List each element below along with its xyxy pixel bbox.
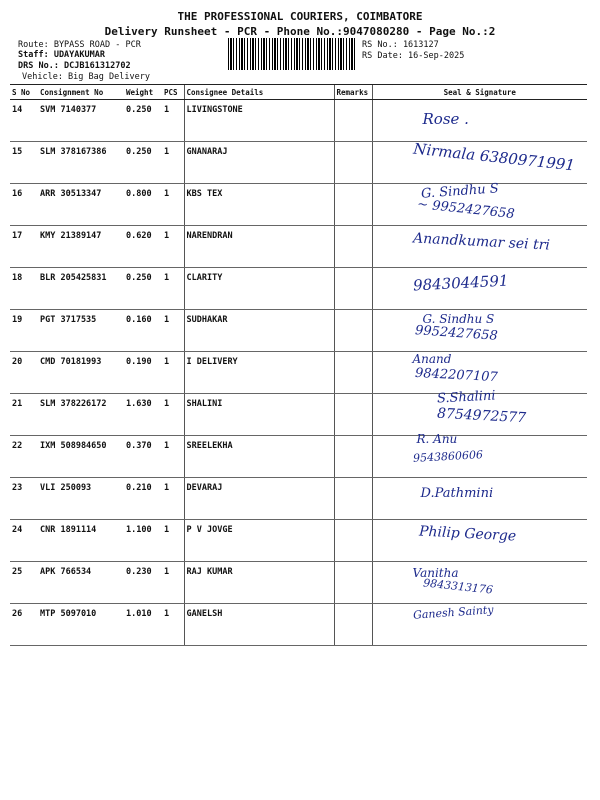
- handwritten-signature: 9843044591: [412, 271, 509, 295]
- table-row: [10, 604, 587, 646]
- handwritten-signature: 9843313176: [422, 576, 493, 597]
- cell-signature: [372, 100, 587, 142]
- cell-weight: 0.210: [124, 478, 162, 520]
- vehicle-label: Vehicle: Big Bag Delivery: [22, 72, 150, 82]
- handwritten-signature: G. Sindhu S: [422, 312, 495, 326]
- cell-remarks: [334, 394, 372, 436]
- handwritten-signature: S.Shalini: [436, 388, 496, 407]
- table-row: [10, 142, 587, 184]
- cell-pcs: 1: [162, 100, 184, 142]
- cell-pcs: 1: [162, 436, 184, 478]
- col-header-signature: Seal & Signature: [372, 85, 587, 100]
- cell-sno: 19: [10, 310, 38, 352]
- table-row: [10, 394, 587, 436]
- cell-consignee: GNANARAJ: [184, 142, 334, 184]
- drs-number: DRS No.: DCJB161312702: [18, 61, 131, 71]
- cell-consignee: CLARITY: [184, 268, 334, 310]
- cell-sno: 18: [10, 268, 38, 310]
- handwritten-signature: D.Pathmini: [420, 486, 494, 501]
- cell-consignment-no: SLM 378226172: [38, 394, 124, 436]
- cell-consignment-no: APK 766534: [38, 562, 124, 604]
- cell-sno: 20: [10, 352, 38, 394]
- cell-signature: [372, 604, 587, 646]
- table-header-row: [10, 85, 587, 100]
- cell-weight: 0.250: [124, 100, 162, 142]
- table-row: [10, 478, 587, 520]
- barcode-image: [228, 38, 356, 70]
- cell-consignee: GANELSH: [184, 604, 334, 646]
- cell-pcs: 1: [162, 310, 184, 352]
- cell-weight: 0.190: [124, 352, 162, 394]
- cell-consignee: P V JOVGE: [184, 520, 334, 562]
- cell-consignee: LIVINGSTONE: [184, 100, 334, 142]
- cell-signature: [372, 520, 587, 562]
- cell-consignment-no: PGT 3717535: [38, 310, 124, 352]
- handwritten-signature: ~ 9952427658: [415, 196, 515, 223]
- table-row: [10, 562, 587, 604]
- cell-remarks: [334, 604, 372, 646]
- cell-pcs: 1: [162, 478, 184, 520]
- cell-sno: 21: [10, 394, 38, 436]
- table-row: [10, 226, 587, 268]
- handwritten-signature: 8754972577: [436, 405, 526, 427]
- cell-weight: 0.250: [124, 142, 162, 184]
- cell-weight: 0.620: [124, 226, 162, 268]
- cell-consignment-no: CNR 1891114: [38, 520, 124, 562]
- cell-consignment-no: SLM 378167386: [38, 142, 124, 184]
- cell-signature: [372, 478, 587, 520]
- col-header-sno: S No: [10, 85, 38, 100]
- cell-pcs: 1: [162, 142, 184, 184]
- cell-consignment-no: ARR 30513347: [38, 184, 124, 226]
- cell-consignee: NARENDRAN: [184, 226, 334, 268]
- cell-remarks: [334, 100, 372, 142]
- cell-remarks: [334, 310, 372, 352]
- cell-consignee: KBS TEX: [184, 184, 334, 226]
- cell-consignee: SHALINI: [184, 394, 334, 436]
- cell-remarks: [334, 226, 372, 268]
- cell-consignment-no: KMY 21389147: [38, 226, 124, 268]
- rs-date: RS Date: 16-Sep-2025: [362, 51, 465, 61]
- staff-label: Staff: UDAYAKUMAR: [18, 50, 105, 60]
- cell-remarks: [334, 268, 372, 310]
- col-header-consignment: Consignment No: [38, 85, 124, 100]
- cell-pcs: 1: [162, 562, 184, 604]
- table-row: [10, 310, 587, 352]
- cell-remarks: [334, 436, 372, 478]
- col-header-weight: Weight: [124, 85, 162, 100]
- table-row: [10, 268, 587, 310]
- cell-signature: [372, 562, 587, 604]
- table-row: [10, 352, 587, 394]
- handwritten-signature: Anand: [412, 352, 452, 366]
- cell-pcs: 1: [162, 352, 184, 394]
- handwritten-signature: Nirmala 6380971991: [412, 139, 576, 175]
- cell-pcs: 1: [162, 226, 184, 268]
- cell-weight: 0.230: [124, 562, 162, 604]
- cell-consignee: RAJ KUMAR: [184, 562, 334, 604]
- cell-remarks: [334, 520, 372, 562]
- cell-sno: 15: [10, 142, 38, 184]
- cell-sno: 14: [10, 100, 38, 142]
- route-label: Route: BYPASS ROAD - PCR: [18, 40, 141, 50]
- cell-sno: 25: [10, 562, 38, 604]
- cell-weight: 0.160: [124, 310, 162, 352]
- handwritten-signature: Philip George: [418, 523, 516, 545]
- cell-consignment-no: BLR 205425831: [38, 268, 124, 310]
- table-row: [10, 100, 587, 142]
- company-title: THE PROFESSIONAL COURIERS, COIMBATORE: [177, 10, 423, 23]
- cell-signature: [372, 432, 587, 478]
- cell-sno: 17: [10, 226, 38, 268]
- cell-remarks: [334, 562, 372, 604]
- cell-pcs: 1: [162, 394, 184, 436]
- cell-consignee: I DELIVERY: [184, 352, 334, 394]
- cell-signature: [372, 268, 587, 310]
- handwritten-signature: R. Anu: [416, 432, 458, 446]
- col-header-consignee: Consignee Details: [184, 85, 334, 100]
- cell-signature: [372, 181, 587, 226]
- cell-pcs: 1: [162, 520, 184, 562]
- cell-consignee: SUDHAKAR: [184, 310, 334, 352]
- runsheet-subtitle: Delivery Runsheet - PCR - Phone No.:9047080280 - Page No.:2: [104, 25, 496, 38]
- handwritten-signature: 9543860606: [412, 448, 483, 465]
- cell-sno: 16: [10, 184, 38, 226]
- cell-weight: 1.010: [124, 604, 162, 646]
- table-row: [10, 520, 587, 562]
- rs-number: RS No.: 1613127: [362, 40, 439, 50]
- cell-sno: 24: [10, 520, 38, 562]
- cell-weight: 0.370: [124, 436, 162, 478]
- cell-signature: [372, 310, 587, 352]
- cell-signature: [372, 352, 587, 394]
- handwritten-signature: Vanitha: [412, 566, 459, 580]
- handwritten-signature: G. Sindhu S: [420, 181, 499, 202]
- cell-pcs: 1: [162, 268, 184, 310]
- table-row: [10, 436, 587, 478]
- cell-weight: 0.250: [124, 268, 162, 310]
- cell-consignment-no: MTP 5097010: [38, 604, 124, 646]
- runsheet-table: [10, 84, 587, 646]
- cell-sno: 22: [10, 436, 38, 478]
- cell-remarks: [334, 478, 372, 520]
- cell-consignment-no: VLI 250093: [38, 478, 124, 520]
- cell-consignee: DEVARAJ: [184, 478, 334, 520]
- handwritten-signature: 9952427658: [414, 323, 498, 344]
- cell-consignee: SREELEKHA: [184, 436, 334, 478]
- handwritten-signature: 9842207107: [414, 365, 498, 386]
- cell-consignment-no: SVM 7140377: [38, 100, 124, 142]
- col-header-remarks: Remarks: [334, 85, 372, 100]
- table-row: [10, 184, 587, 226]
- cell-consignment-no: CMD 70181993: [38, 352, 124, 394]
- cell-pcs: 1: [162, 184, 184, 226]
- cell-signature: [372, 139, 587, 184]
- cell-weight: 1.630: [124, 394, 162, 436]
- cell-remarks: [334, 142, 372, 184]
- cell-weight: 0.800: [124, 184, 162, 226]
- cell-signature: [372, 226, 587, 268]
- handwritten-signature: Anandkumar sei tri: [412, 230, 550, 254]
- cell-sno: 23: [10, 478, 38, 520]
- cell-consignment-no: IXM 508984650: [38, 436, 124, 478]
- cell-remarks: [334, 352, 372, 394]
- cell-remarks: [334, 184, 372, 226]
- cell-pcs: 1: [162, 604, 184, 646]
- cell-signature: [372, 388, 587, 436]
- handwritten-signature: Rose .: [422, 110, 469, 128]
- cell-sno: 26: [10, 604, 38, 646]
- handwritten-signature: Ganesh Sainty: [412, 603, 494, 622]
- col-header-pcs: PCS: [162, 85, 184, 100]
- cell-weight: 1.100: [124, 520, 162, 562]
